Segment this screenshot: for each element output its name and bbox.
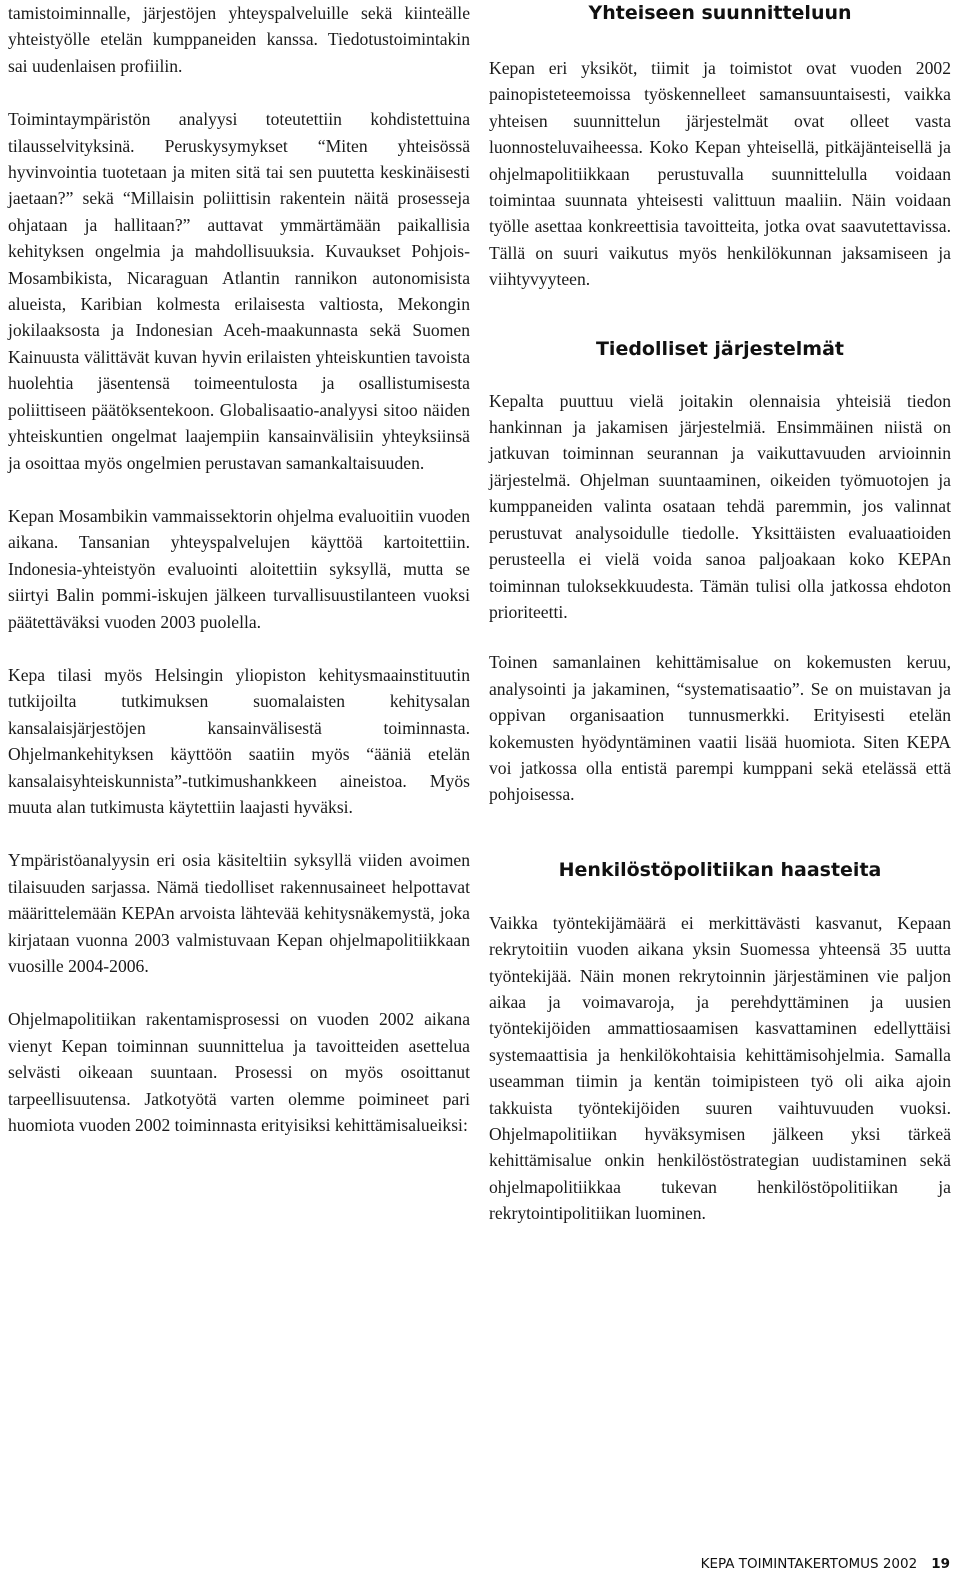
paragraph: Toimintaympäristön analyysi toteutettiin kohdistettuina tilausselvityksinä. Peruskysymykset “Miten yhteisössä hyvinvointia tuotetaan ja miten sitä tai sen puutetta keskinäisesti jaetaan?” sekä “Millaisin poliittisin rakentein näitä prosesseja ohjataan ja hallitaan?” auttavat ymmärtämään paikallisia kehityksen ongelmia ja mahdollisuuksia. Kuvaukset Pohjois-Mosambikista, Nicaraguan Atlantin rannikon autonomisista alueista, Karibian kolmesta erilaisesta valtiosta, Mekongin jokilaaksosta ja Indonesian Aceh-maakunnasta sekä Suomen Kainuusta välittävät kuvan hyvin erilaisten yhteiskuntien tavoista huolehtia jäsentensä toimeentulosta ja osallistumisesta poliittiseen päätöksentekoon. Globalisaatio-analyysi sitoo näiden yhteiskuntien ongelmat laajempiin kansainvälisiin yhteyksiinsä ja osoittaa myös ongelmien perustavan samankaltaisuuden.	[8, 109, 470, 473]
paragraph: Toinen samanlainen kehittämisalue on kokemusten keruu, analysointi ja jakaminen, “systematisaatio”. Se on muistavan ja oppivan organisaation tunnusmerkki. Erityisesti etelän kokemusten hyödyntäminen vaatii lisää huomiota. Siten KEPA voi jatkossa olla entistä parempi kumppani sekä etelässä että pohjoisessa.	[489, 652, 951, 805]
section-heading-yhteiseen-suunnitteluun: Yhteiseen suunnitteluun	[588, 2, 852, 24]
paragraph: Vaikka työntekijämäärä ei merkittävästi kasvanut, Kepaan rekrytoitiin vuoden aikana yksin Suomessa yhteensä 35 uutta työntekijää. Näin monen rekrytoinnin järjestäminen vie paljon aikaa ja voimavaroja, ja perehdyttäminen ja uusien työntekijöiden ammattiosaamisen kasvattaminen edellyttäisi systemaattisia ja henkilökohtaisia kehittämisohjelmia. Samalla useamman tiimin ja kentän toimipisteen työ oli aika ajoin takkuista työntekijöiden suuren vaihtuvuuden vuoksi. Ohjelmapolitiikan hyväksymisen jälkeen yksi tärkeä kehittämisalue onkin henkilöstöstrategian uudistaminen sekä ohjelmapolitiikkaa tukevan henkilöstöpolitiikan ja rekrytointipolitiikan luominen.	[489, 912, 951, 1224]
publication-title: KEPA TOIMINTAKERTOMUS 2002	[700, 1556, 918, 1572]
paragraph: Ympäristöanalyysin eri osia käsiteltiin syksyllä viiden avoimen tilaisuuden sarjassa. Nämä tiedolliset rakennusaineet helpottavat määrittelemään KEPAn arvoista lähtevää kehitysnäkemystä, joka kirjataan vuonna 2003 valmistuvaan Kepan ohjelmapolitiikkaan vuosille 2004-2006.	[8, 850, 470, 976]
paragraph: Ohjelmapolitiikan rakentamisprosessi on vuoden 2002 aikana vienyt Kepan toiminnan suunnittelua ja tavoitteiden asettelua selvästi oikeaan suuntaan. Prosessi on myös osoittanut tarpeellisuutensa. Jatkotyötä varten olemme poimineet pari huomiota vuoden 2002 toiminnasta erityisiksi kehittämisalueiksi:	[8, 1009, 470, 1136]
section-heading-tiedolliset-jarjestelmat: Tiedolliset järjestelmät	[595, 337, 845, 360]
paragraph: Kepa tilasi myös Helsingin yliopiston kehitysmaainstituutin tutkijoilta tutkimuksen suomalaisten kehitysalan kansalaisjärjestöjen kansainvälisestä toiminnasta. Ohjelmankehityksen käyttöön saatiin myös “ääniä etelän kansalaisyhteiskunnista”-tutkimushankkeen aineistoa. Myös muuta alan tutkimusta käytettiin laajasti hyväksi.	[8, 664, 470, 817]
left-column	[8, 0, 470, 1165]
page-number: 19	[931, 1556, 950, 1572]
paragraph: Kepalta puuttuu vielä joitakin olennaisia yhteisiä tiedon hankinnan ja jakamisen järjestelmiä. Ensimmäinen niistä on jatkuvan toiminnan seurannan ja vaikuttavuuden arvioinnin järjestelmä. Ohjelman suuntaaminen, oikeiden työmuotojen ja kumppaneiden valinta osataan tehdä paremmin, jos valinnat perustuvat analysoidulle tiedolle. Yksittäisten evaluaatioiden perusteella ei vielä voida sanoa paljoakaan koko KEPAn toiminnan tuloksekkuudesta. Tämän tulisi olla jatkossa ehdoton prioriteetti.	[489, 390, 951, 622]
paragraph: Kepan eri yksiköt, tiimit ja toimistot ovat vuoden 2002 painopisteteemoissa työskennelleet samansuuntaisesti, vaikka yhteisen suunnittelun järjestelmät ovat olleet vasta luonnosteluvaiheessa. Koko Kepan yhteisellä, pitkäjänteisellä ja ohjelmapolitiikkaan perustuvalla suunnittelulla voidaan toimintaa suunnata yhteisesti valittuun maaliin. Näin voidaan työlle asettaa konkreettisia tavoitteita, jotka ovat saavutettavissa. Tällä on suuri vaikutus myös henkilökunnan jaksamiseen ja viihtyvyyteen.	[489, 58, 951, 290]
right-column	[489, 0, 951, 1251]
page-footer	[700, 1556, 950, 1572]
paragraph: Kepan Mosambikin vammaissektorin ohjelma evaluoitiin vuoden aikana. Tansanian yhteyspalvelujen käyttöä kartoitettiin. Indonesia-yhteistyön evaluointi aloitettiin syksyllä, mutta se siirtyi Balin pommi-iskujen jälkeen turvallisuustilanteen vuoksi päätettäväksi vuoden 2003 puolella.	[8, 505, 470, 632]
section-heading-henkilostopolitiikan-haasteita: Henkilöstöpolitiikan haasteita	[558, 858, 882, 881]
paragraph: tamistoiminnalle, järjestöjen yhteyspalveluille sekä kiinteälle yhteistyölle etelän kumppaneiden kanssa. Tiedotustoimintakin sai uudenlaisen profiilin.	[8, 3, 470, 76]
